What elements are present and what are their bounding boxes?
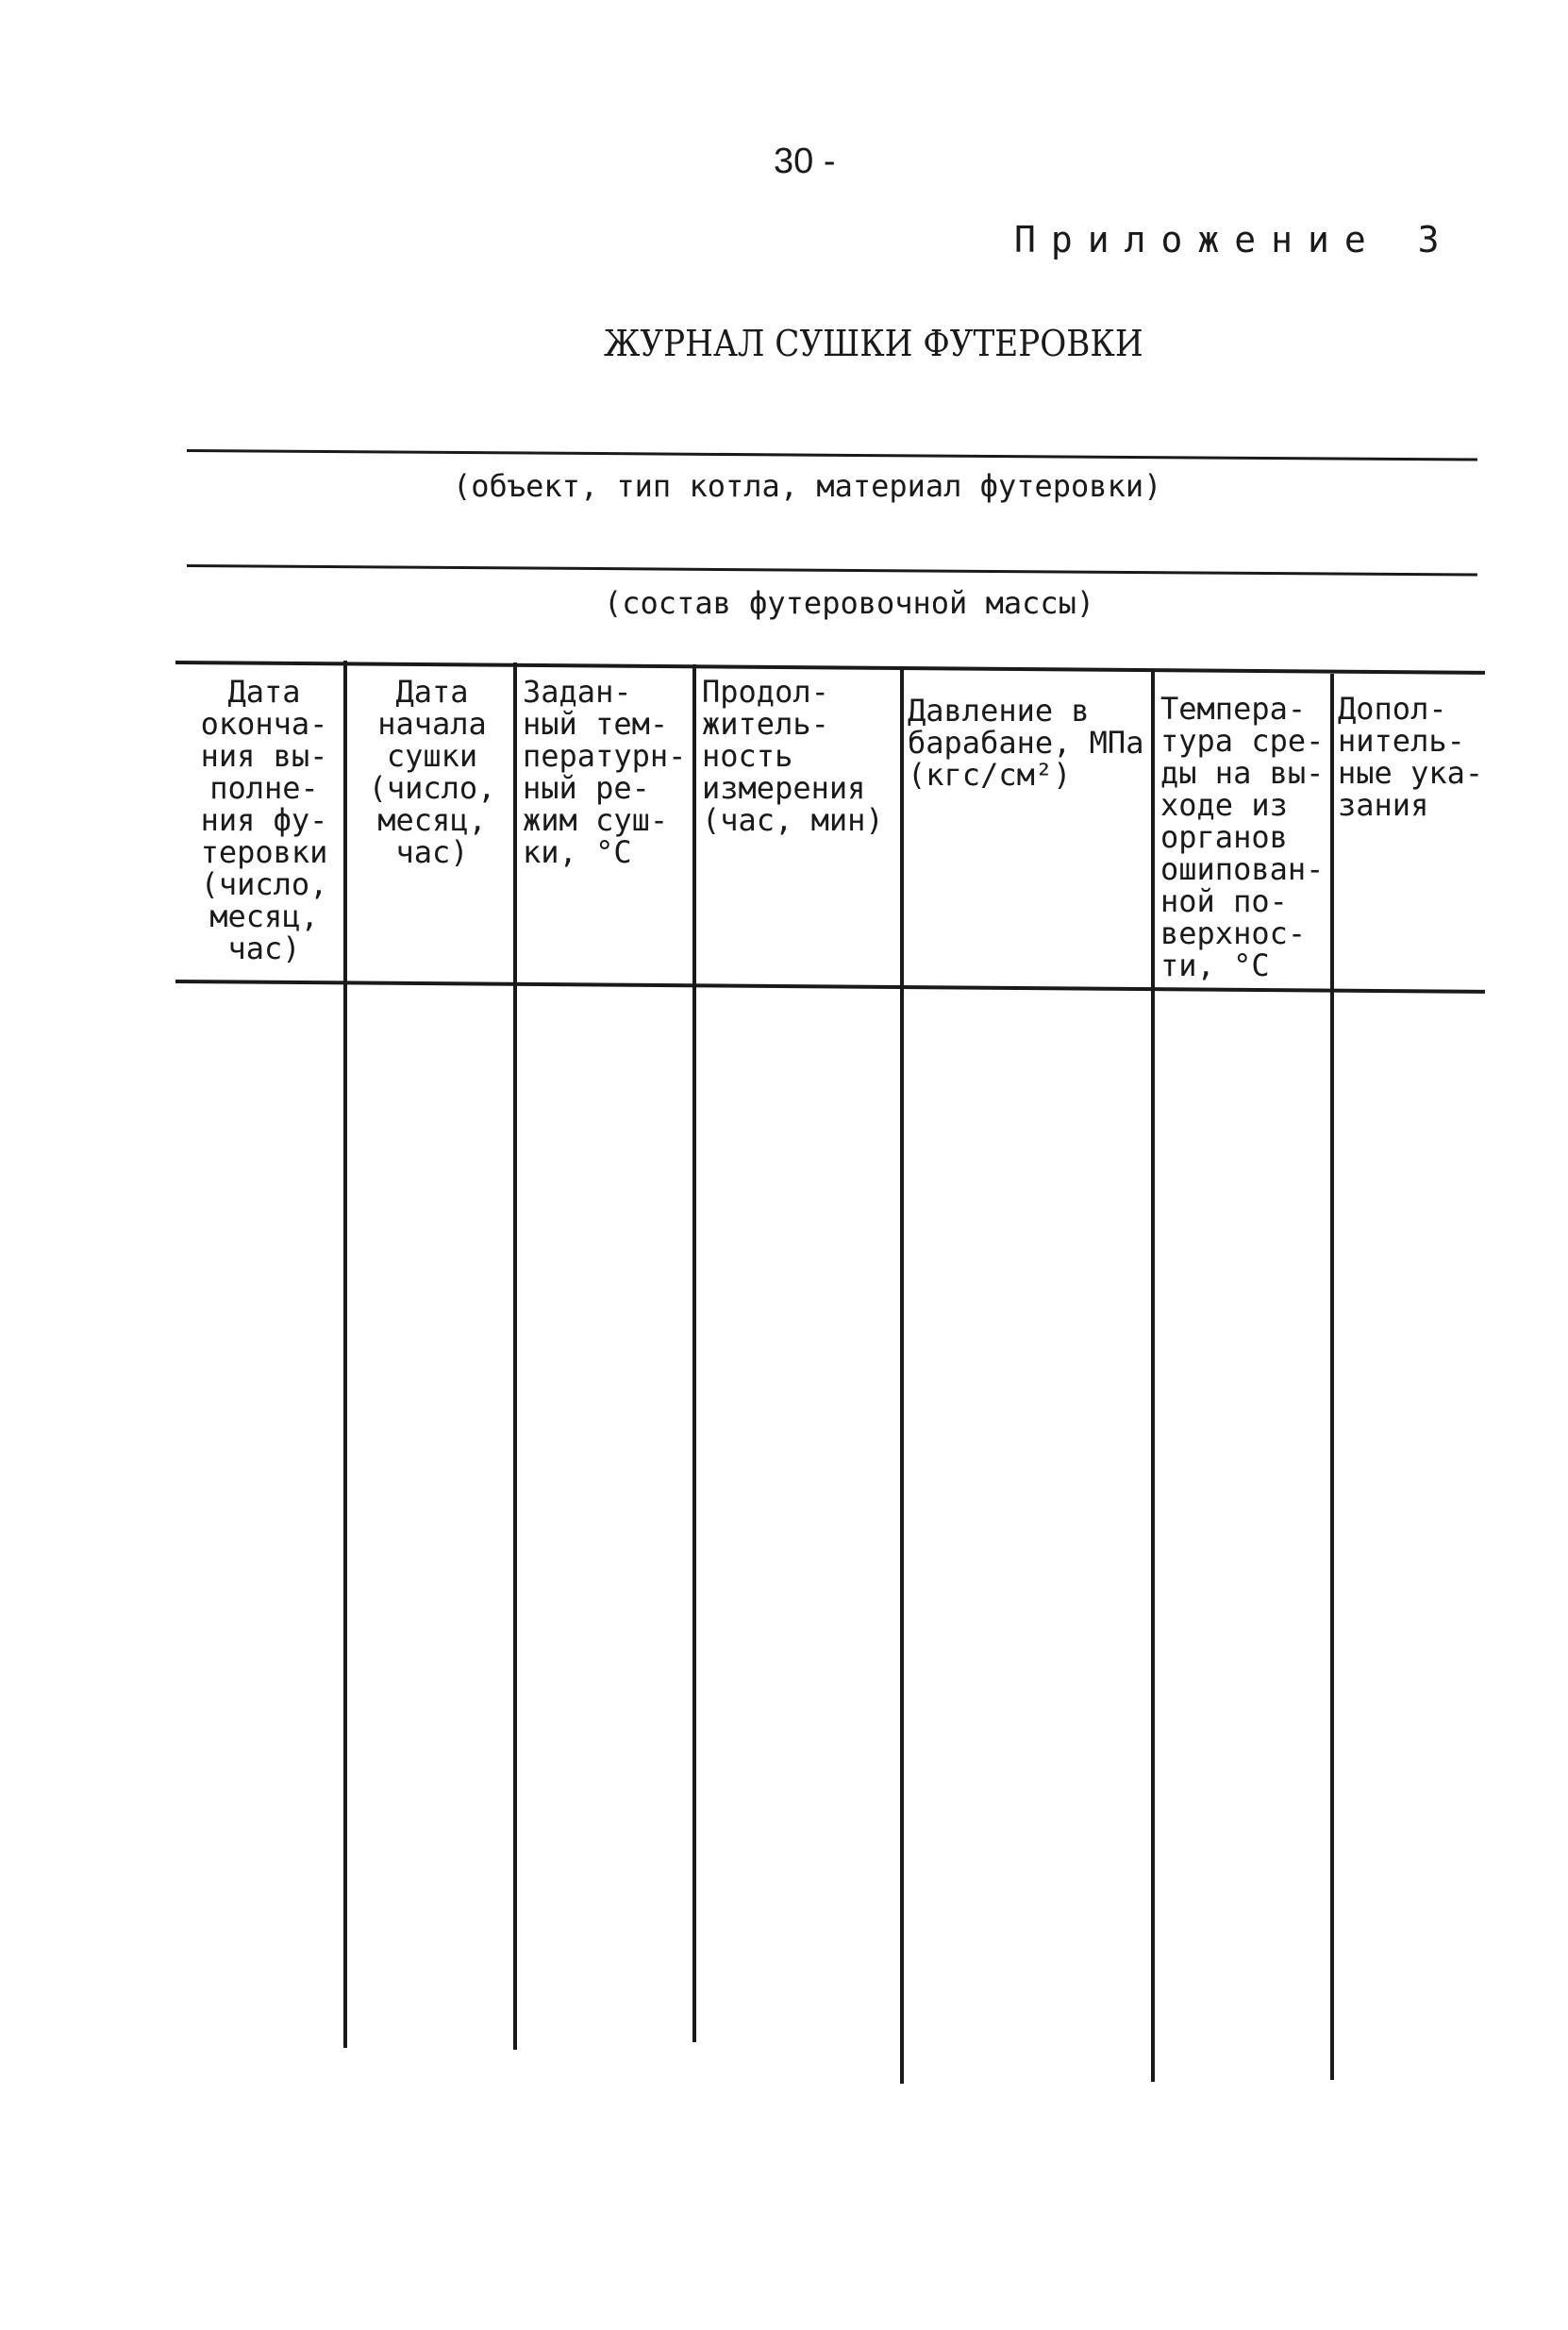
page-number: 30 -: [774, 142, 836, 181]
composition-field-line[interactable]: [187, 564, 1477, 577]
appendix-label: Приложение 3: [1014, 219, 1455, 260]
column-header: Дата окончa- ния вы- полне- ния фу- теровки (число, месяц, час): [200, 674, 328, 966]
object-field-caption: (объект, тип котла, материал футеровки): [453, 468, 1162, 504]
composition-field-caption: (состав футеровочной массы): [604, 585, 1095, 621]
table-top-border: [175, 661, 1485, 675]
object-field-line[interactable]: [187, 449, 1477, 461]
table-divider: [343, 661, 347, 2048]
table-divider: [1330, 674, 1334, 2080]
table-header-border: [175, 980, 1485, 994]
table-divider: [900, 668, 904, 2084]
table-divider: [513, 662, 517, 2050]
column-header: Дата начала сушки (число, месяц, час): [368, 674, 496, 870]
column-header: Темпера- тура сре- ды на вы- ходе из органов ошипован- ной по- верхнос- ти, °С: [1160, 691, 1325, 983]
page-title: ЖУРНАЛ СУШКИ ФУТЕРОВКИ: [604, 323, 1143, 364]
table-divider: [1151, 672, 1155, 2082]
column-header: Давление в барабане, МПа (кгс/см²): [908, 693, 1144, 793]
table-divider: [692, 664, 696, 2042]
column-header: Допол- нитель- ные ука- зания: [1338, 691, 1484, 823]
column-header: Задан- ный тем- пературн- ный ре- жим суш- ки, °С: [523, 674, 687, 870]
column-header: Продол- житель- ность измерения (час, мин): [702, 674, 884, 838]
